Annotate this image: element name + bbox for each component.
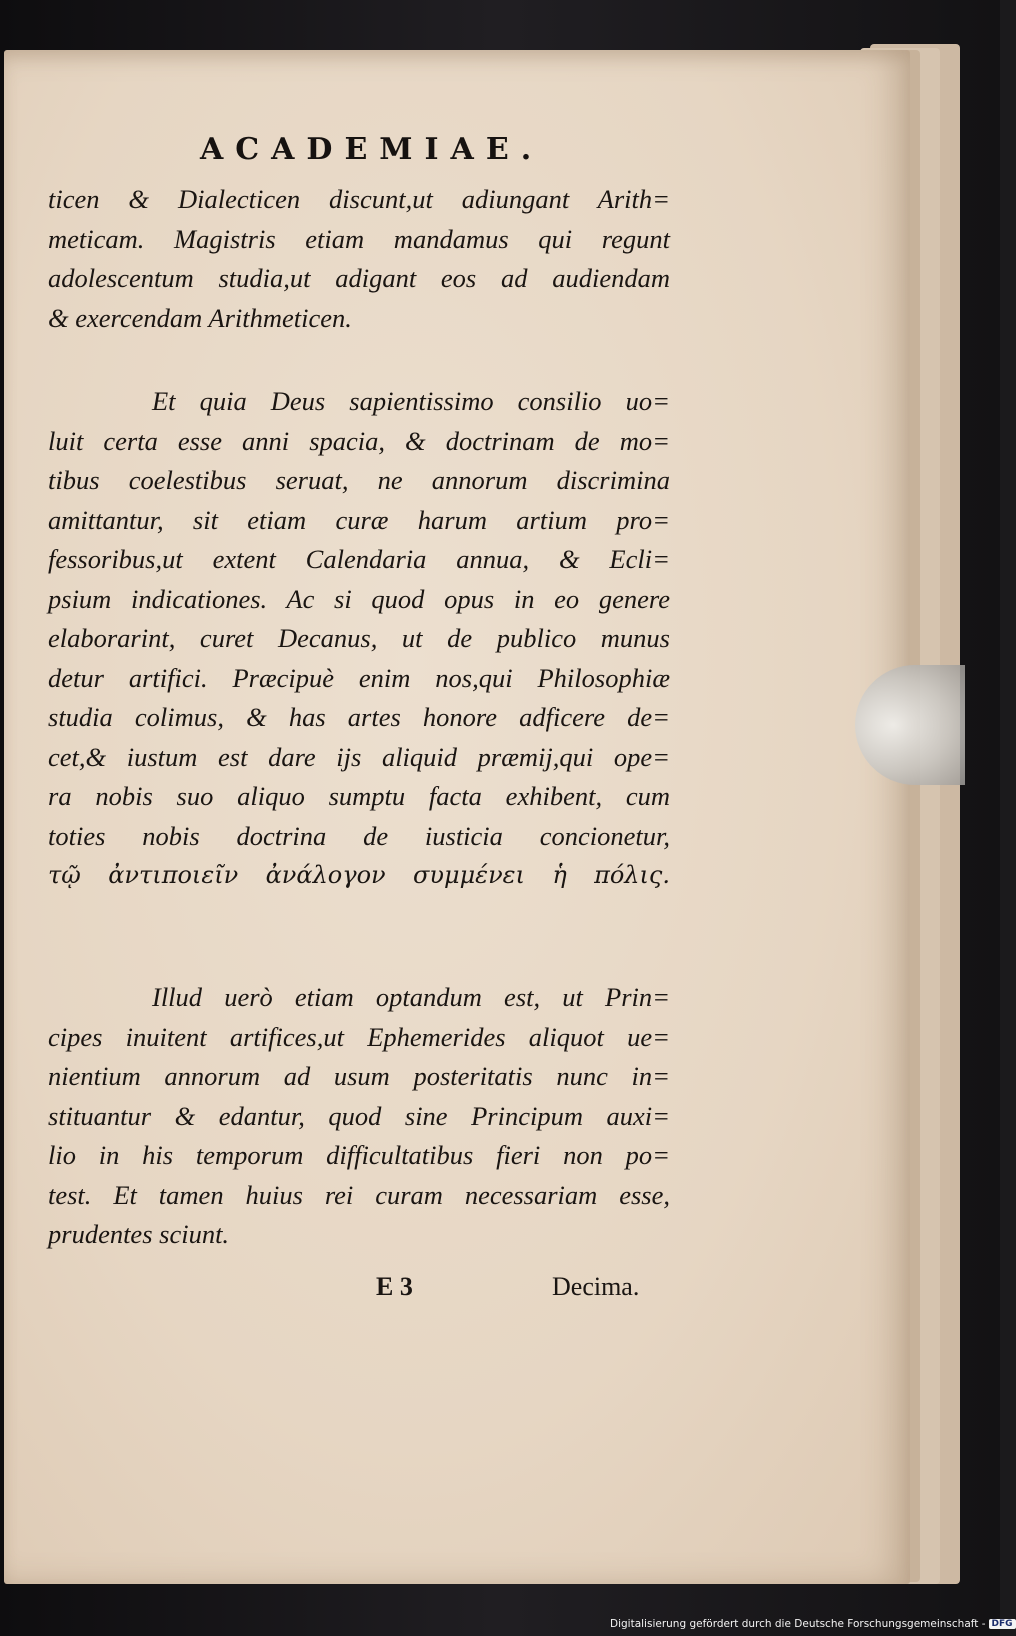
text-line: test. Et tamen huius rei curam necessariam esse, [48,1179,670,1210]
paragraph-2 [48,382,670,896]
running-head: ACADEMIAE. [200,132,544,167]
text-line: cipes inuitent artifices,ut Ephemerides aliquot ue= [48,1021,670,1052]
dfg-logo: DFG [989,1619,1016,1629]
text-line: detur artifici. Præcipuè enim nos,qui Philosophiæ [48,662,670,693]
text-line: Et quia Deus sapientissimo consilio uo= [152,386,670,416]
text-line: prudentes sciunt. [48,1219,230,1249]
catchword: Decima. [552,1272,640,1301]
text-line: studia colimus, & has artes honore adficere de= [48,702,670,732]
paragraph-1 [48,180,670,338]
text-line: nientium annorum ad usum posteritatis nunc in= [48,1061,670,1091]
text-line: & exercendam Arithmeticen. [48,302,352,333]
text-line: cet,& iustum est dare ijs aliquid præmij,qui ope= [48,741,670,772]
text-line: toties nobis doctrina de iusticia concionetur, [48,820,670,851]
page-clip [855,665,965,785]
text-line: lio in his temporum difficultatibus fieri non po= [48,1140,670,1170]
text-line: ticen & Dialecticen discunt,ut adiungant Arith= [48,184,670,214]
text-line: fessoribus,ut extent Calendaria annua, & Ecli= [48,544,670,574]
text-line: luit certa esse anni spacia, & doctrinam de mo= [48,425,670,456]
credit-text: Digitalisierung gefördert durch die Deutsche Forschungsgemeinschaft - [610,1618,986,1630]
text-line: stituantur & edantur, quod sine Principum auxi= [48,1100,670,1131]
text-line: meticam. Magistris etiam mandamus qui regunt [48,223,670,254]
text-line: amittantur, sit etiam curæ harum artium pro= [48,504,670,535]
text-line: psium indicationes. Ac si quod opus in eo genere [48,583,670,614]
signature-mark: E 3 [376,1272,413,1301]
greek-line: τῷ ἀντιποιεῖν ἀνάλογον συμμένει ἡ πόλις. [48,861,670,889]
text-line: adolescentum studia,ut adigant eos ad audiendam [48,263,670,293]
paragraph-3 [48,978,670,1255]
text-line: ra nobis suo aliquo sumptu facta exhibent, cum [48,781,670,811]
text-line: elaborarint, curet Decanus, ut de publico munus [48,623,670,653]
digitization-credit [610,1618,1013,1634]
text-line: Illud uerò etiam optandum est, ut Prin= [152,982,670,1012]
text-line: tibus coelestibus seruat, ne annorum discrimina [48,465,670,495]
